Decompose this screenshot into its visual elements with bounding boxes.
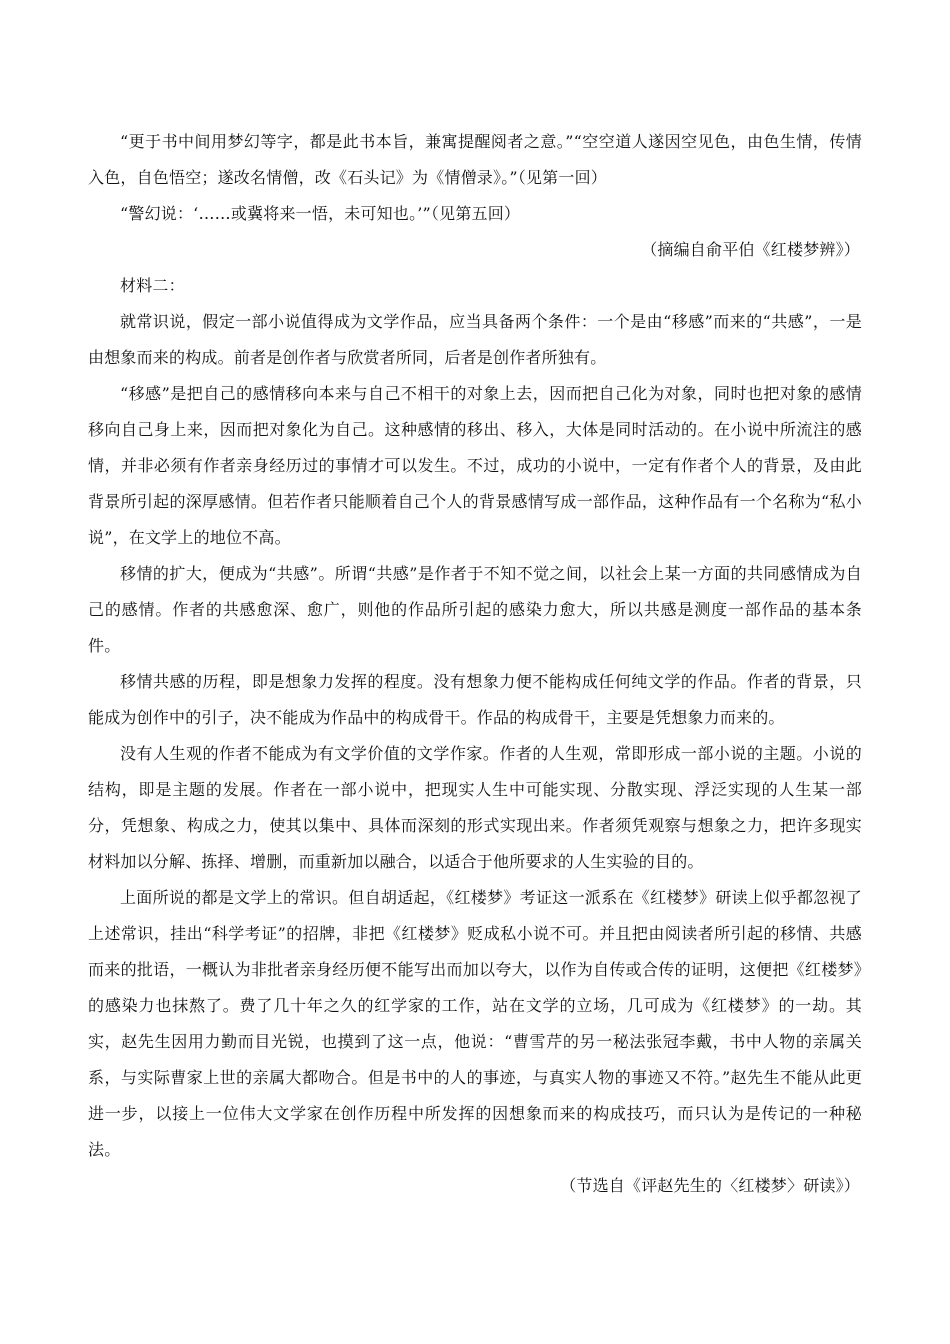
material-one-source: （摘编自俞平伯《红楼梦辨》） (641, 240, 860, 259)
material-two-paragraph-2: “移感”是把自己的感情移向本来与自己不相干的对象上去，因而把自己化为对象，同时也把对象的感情移向自己身上来，因而把对象化为自己。这种感情的移出、移入，大体是同时活动的。在小说中所流注的感情，并非必须有作者亲身经历过的事情才可以发生。不过，成功的小说中，一定有作者个人的背景，及由此背景所引起的深厚感情。但若作者只能顺着自己个人的背景感情写成一部作品，这种作品有一个名称为“私小说”，在文学上的地位不高。 (88, 384, 862, 547)
material-two-paragraph-4: 移情共感的历程，即是想象力发挥的程度。没有想象力便不能构成任何纯文学的作品。作者的背景，只能成为创作中的引子，决不能成为作品中的构成骨干。作品的构成骨干，主要是凭想象力而来的。 (88, 672, 862, 727)
material-two-paragraph-1: 就常识说，假定一部小说值得成为文学作品，应当具备两个条件：一个是由“移感”而来的“共感”，一是由想象而来的构成。前者是创作者与欣赏者所同，后者是创作者所独有。 (88, 312, 862, 367)
material-two-paragraph-6: 上面所说的都是文学上的常识。但自胡适起，《红楼梦》考证这一派系在《红楼梦》研读上似乎都忽视了上述常识，挂出“科学考证”的招牌，非把《红楼梦》贬成私小说不可。并且把由阅读者所引起的移情、共感而来的批语，一概认为非批者亲身经历便不能写出而加以夸大，以作为自传或合传的证明，这便把《红楼梦》的感染力也抹熬了。费了几十年之久的红学家的工作，站在文学的立场，几可成为《红楼梦》的一劫。其实，赵先生因用力勤而目光锐，也摸到了这一点，他说：“曹雪芹的另一秘法张冠李戴，书中人物的亲属关系，与实际曹家上世的亲属大都吻合。但是书中的人的事迹，与真实人物的事迹又不符。”赵先生不能从此更进一步，以接上一位伟大文学家在创作历程中所发挥的因想象而来的构成技巧，而只认为是传记的一种秘法。 (88, 888, 862, 1159)
material-one-paragraph-2: “警幻说：‘……或冀将来一悟，未可知也。’”（见第五回） (120, 204, 521, 223)
material-two-source: （节选自《评赵先生的〈红楼梦〉研读》） (560, 1176, 860, 1195)
document-page (88, 124, 862, 1204)
material-one-paragraph-1: “更于书中间用梦幻等字，都是此书本旨，兼寓提醒阅者之意。”“空空道人遂因空见色，由色生情，传情入色，自色悟空；遂改名情僧，改《石头记》为《情僧录》。”（见第一回） (88, 132, 862, 187)
material-two-paragraph-3: 移情的扩大，便成为“共感”。所谓“共感”是作者于不知不觉之间，以社会上某一方面的共同感情成为自己的感情。作者的共感愈深、愈广，则他的作品所引起的感染力愈大，所以共感是测度一部作品的基本条件。 (88, 564, 862, 655)
material-two-paragraph-5: 没有人生观的作者不能成为有文学价值的文学作家。作者的人生观，常即形成一部小说的主题。小说的结构，即是主题的发展。作者在一部小说中，把现实人生中可能实现、分散实现、浮泛实现的人生某一部分，凭想象、构成之力，使其以集中、具体而深刻的形式实现出来。作者须凭观察与想象之力，把许多现实材料加以分解、拣择、增删，而重新加以融合，以适合于他所要求的人生实验的目的。 (88, 744, 862, 871)
material-two-label: 材料二： (120, 276, 185, 295)
